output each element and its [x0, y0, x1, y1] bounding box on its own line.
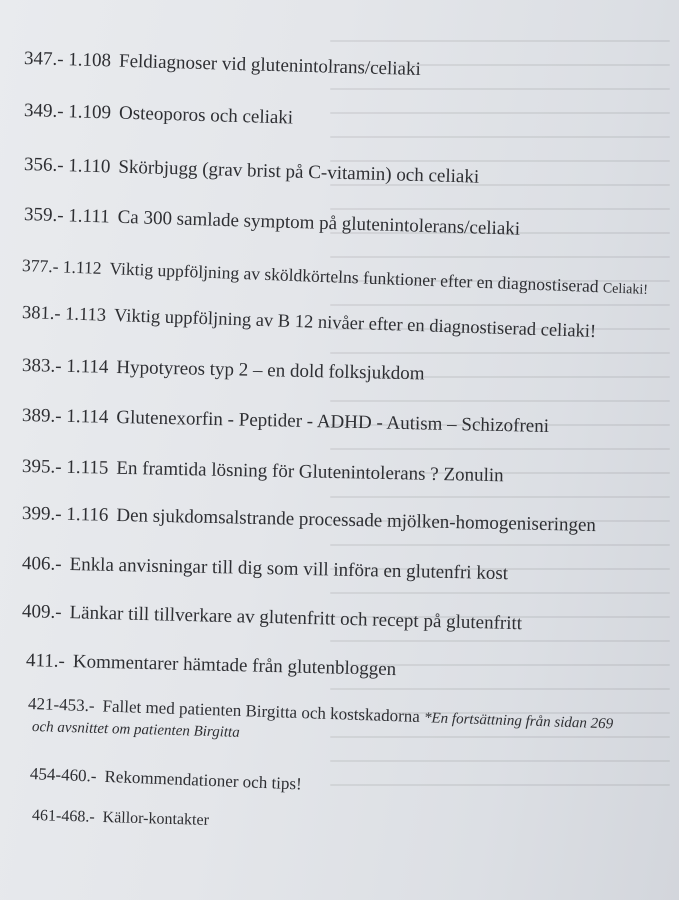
toc-entry [22, 254, 649, 302]
toc-title: Källor-kontakter [102, 808, 210, 829]
toc-entry [22, 601, 523, 635]
toc-title: Fallet med patienten Birgitta och kostskadorna [102, 696, 425, 727]
toc-title: En framtida lösning för Glutenintolerans ? Zonulin [116, 457, 504, 487]
toc-entry [24, 204, 521, 241]
toc-page-number: 389.- 1.114 [21, 405, 109, 428]
toc-italic-note: *En fortsättning från sidan 269 [423, 710, 614, 733]
toc-page-number: 349.- 1.109 [23, 100, 112, 124]
toc-entry [22, 302, 597, 343]
toc-title: Rekommendationer och tips! [104, 766, 303, 794]
toc-page-number: 356.- 1.110 [23, 154, 111, 178]
toc-title: Länkar till tillverkare av glutenfritt och recept på glutenfritt [69, 602, 523, 635]
toc-title: Feldiagnoser vid glutenintolrans/celiaki [118, 50, 422, 81]
toc-page-number: 399.- 1.116 [21, 503, 109, 526]
toc-entry [22, 553, 508, 585]
toc-page-number: 395.- 1.115 [21, 456, 109, 479]
toc-page-number: 461-468.- [31, 807, 95, 826]
toc-page-number: 411.- [25, 650, 66, 672]
toc-title: Skörbjugg (grav brist på C-vitamin) och celiaki [118, 156, 480, 188]
toc-entry [30, 763, 303, 795]
toc-title: Osteoporos och celiaki [118, 102, 294, 129]
toc-page-number: 377.- 1.112 [21, 255, 102, 278]
toc-title: Ca 300 samlade symptom på glutenintolerans/celiaki [117, 206, 521, 240]
toc-entry [22, 503, 596, 537]
toc-page-number: 409.- [21, 601, 62, 623]
toc-page-number: 383.- 1.114 [21, 355, 109, 378]
toc-page-number: 359.- 1.111 [23, 204, 110, 228]
toc-page-number: 454-460.- [29, 764, 97, 786]
toc-title: Kommentarer hämtade från glutenbloggen [72, 651, 397, 681]
toc-title: Hypotyreos typ 2 – en dold folksjukdom [116, 356, 425, 385]
toc-entry [24, 48, 421, 81]
toc-title: Glutenexorfin - Peptider - ADHD - Autism – Schizofreni [116, 406, 550, 438]
toc-title: Viktig uppföljning av sköldkörtelns funktioner efter en diagnostiserad [109, 258, 604, 297]
toc-title: Den sjukdomsalstrande processade mjölken-homogeniseringen [116, 504, 597, 537]
toc-entry [24, 154, 480, 189]
toc-entry [26, 650, 397, 681]
toc-entry [22, 405, 549, 438]
toc-title: Enkla anvisningar till dig som vill införa en glutenfri kost [69, 553, 509, 585]
toc-page-number: 406.- [21, 553, 62, 575]
toc-title: Viktig uppföljning av B 12 nivåer efter en diagnostiserad celiaki! [113, 306, 597, 343]
toc-entry [32, 805, 210, 832]
toc-title-tail: Celiaki! [602, 281, 649, 298]
toc-page-number: 381.- 1.113 [21, 303, 107, 326]
toc-continuation: och avsnittet om patienten Birgitta [31, 719, 240, 741]
toc-entry [22, 456, 504, 487]
toc-entry [22, 355, 425, 385]
toc-entry [24, 100, 294, 130]
toc-page-number: 421-453.- [27, 694, 95, 716]
toc-page-number: 347.- 1.108 [23, 48, 112, 72]
